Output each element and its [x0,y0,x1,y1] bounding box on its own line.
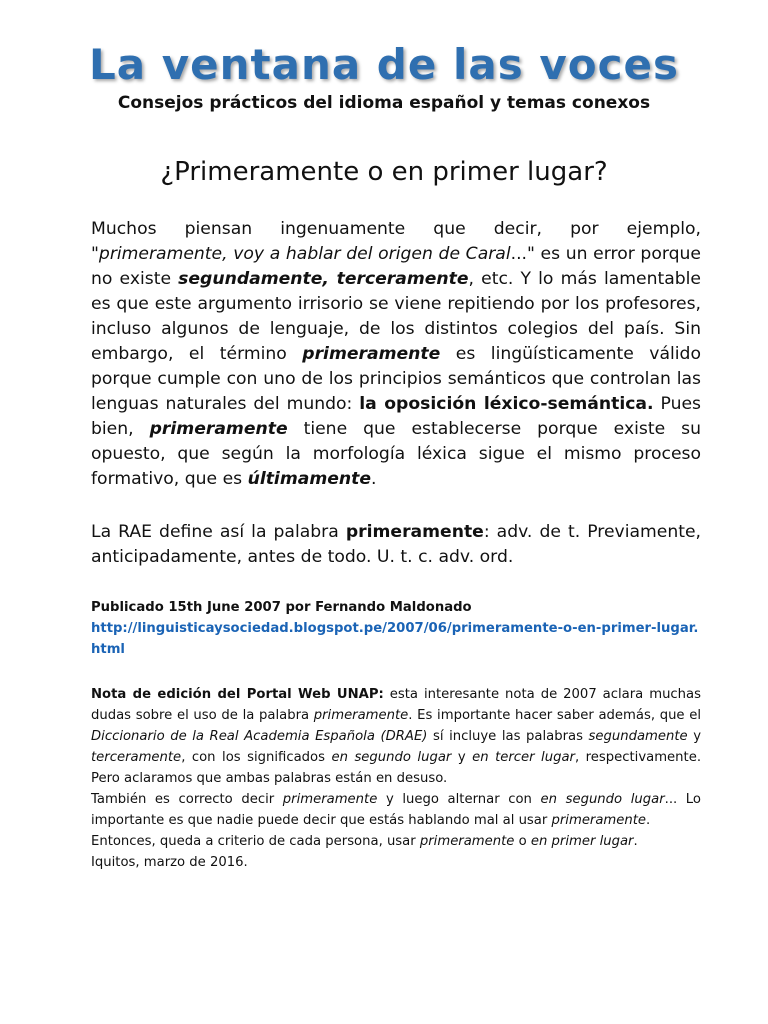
text-run: , con los significados [181,750,332,765]
example-phrase: primeramente, voy a hablar del origen de Caral [98,244,511,264]
bold-phrase: la oposición léxico-semántica. [359,394,654,414]
italic-term: primeramente [282,792,378,807]
note-signature: Iquitos, marzo de 2016. [91,855,248,870]
italic-term: primeramente [419,834,515,849]
text-run: . Es importante hacer saber además, que el [408,708,701,723]
text-run: , respectivamente. Pero aclaramos que ambas palabras están en desuso. [91,750,702,786]
text-run: La RAE define así la palabra [91,522,346,542]
note-paragraph-3 [91,831,701,852]
publication-line: Publicado 15th June 2007 por Fernando Maldonado [91,600,472,615]
text-run: : adv. de t. Previamente, anticipadamente, antes de todo. U. t. c. adv. ord. [91,522,701,567]
text-run: tiene que establecerse porque existe su opuesto, que según la morfología léxica sigue el mismo proceso formativo, que es [91,419,701,489]
text-run: o [514,834,531,849]
text-run: Pues bien, [91,394,701,439]
publication-info [91,597,701,660]
text-run: y [451,750,473,765]
site-title: La ventana de las voces [89,40,679,89]
text-run: sí incluye las palabras [427,729,589,744]
note-paragraph-2 [91,789,701,831]
text-run: También es correcto decir [91,792,283,807]
text-run: y luego alternar con [377,792,541,807]
emphasized-term: primeramente [149,419,288,439]
text-run: esta interesante nota de 2007 aclara muchas dudas sobre el uso de la palabra [91,687,701,723]
italic-term: primeramente [551,813,647,828]
article-paragraph-1 [91,217,701,492]
text-run: es lingüísticamente válido porque cumple con uno de los principios semánticos que controlan las lenguas naturales del mundo: [91,344,701,414]
note-heading: Nota de edición del Portal Web UNAP: [91,687,384,702]
text-run: . [371,469,377,489]
bold-term: primeramente [345,522,484,542]
italic-term: terceramente [91,750,182,765]
text-run: . [633,834,638,849]
italic-term: en tercer lugar [472,750,575,765]
text-run: . [646,813,651,828]
emphasized-term: primeramente [302,344,441,364]
italic-term: segundamente [588,729,688,744]
italic-term: Diccionario de la Real Academia Española (DRAE) [91,729,428,744]
article-paragraph-2 [91,520,701,570]
italic-term: en segundo lugar [331,750,452,765]
editor-note [91,684,701,873]
text-run: Muchos piensan ingenuamente que decir, por ejemplo, " [91,219,701,264]
text-run: ... Lo importante es que nadie puede decir que estás hablando mal al usar [91,792,701,828]
article-title: ¿Primeramente o en primer lugar? [160,157,608,187]
site-subtitle: Consejos prácticos del idioma español y temas conexos [117,93,651,113]
italic-term: en primer lugar [530,834,634,849]
text-run: Entonces, queda a criterio de cada persona, usar [91,834,420,849]
text-run: , etc. Y lo más lamentable es que este argumento irrisorio se viene repitiendo por los profesores, incluso algunos de lenguaje, de los distintos colegios del país. Sin embargo, el término [91,269,701,364]
text-run: y [687,729,702,744]
italic-term: en segundo lugar [540,792,665,807]
emphasized-terms: segundamente, terceramente [178,269,469,289]
text-run: ..." es un error porque no existe [91,244,701,289]
italic-term: primeramente [313,708,409,723]
source-link[interactable]: http://linguisticaysociedad.blogspot.pe/2007/06/primeramente-o-en-primer-lugar.html [91,621,699,657]
emphasized-term: últimamente [247,469,371,489]
note-paragraph-1 [91,684,701,789]
